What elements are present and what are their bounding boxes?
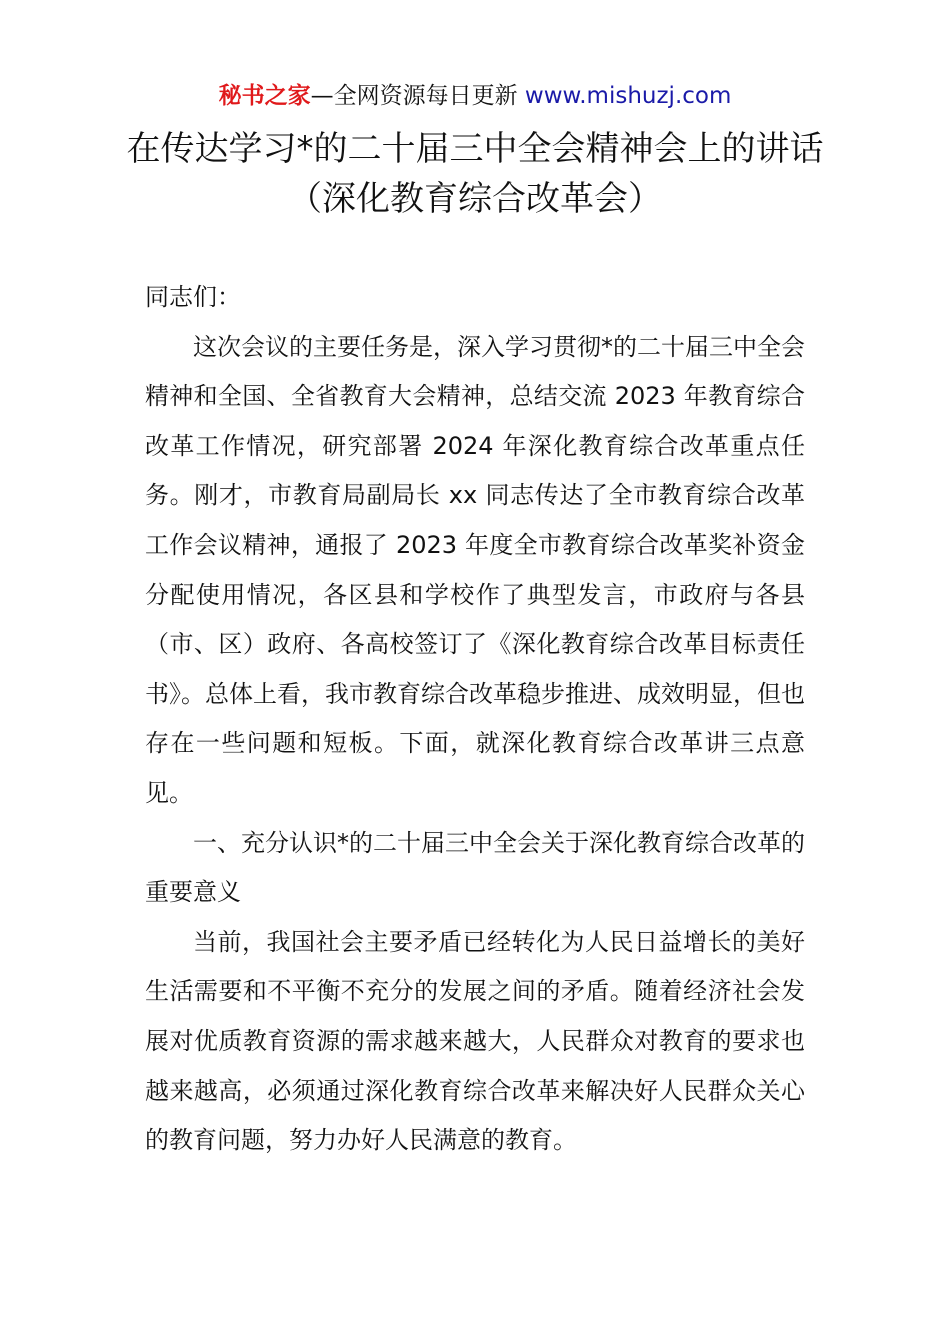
site-tagline: —全网资源每日更新 <box>310 83 525 109</box>
paragraph: 这次会议的主要任务是，深入学习贯彻*的二十届三中全会精神和全国、全省教育大会精神，总结交流 2023 年教育综合改革工作情况，研究部署 2024 年深化教育综合改革重点任务。刚才，市教育局副局长 xx 同志传达了全市教育综合改革工作会议精神，通报了 2023 年度全市教育综合改革奖补资金分配使用情况，各区县和学校作了典型发言，市政府与各县（市、区）政府、各高校签订了《深化教育综合改革目标责任书》。总体上看，我市教育综合改革稳步推进、成效明显，但也存在一些问题和短板。下面，就深化教育综合改革讲三点意见。 <box>145 332 805 807</box>
site-url-link[interactable]: www.mishuzj.com <box>524 83 732 109</box>
paragraph: 当前，我国社会主要矛盾已经转化为人民日益增长的美好生活需要和不平衡不充分的发展之间的矛盾。随着经济社会发展对优质教育资源的需求越来越大，人民群众对教育的要求也越来越高，必须通过深化教育综合改革来解决好人民群众关心的教育问题，努力办好人民满意的教育。 <box>145 927 805 1155</box>
section-heading: 一、充分认识*的二十届三中全会关于深化教育综合改革的重要意义 <box>145 828 805 907</box>
site-brand: 秘书之家 <box>218 83 311 109</box>
document-body <box>145 273 805 1166</box>
salutation: 同志们： <box>145 283 241 311</box>
document-title: 在传达学习*的二十届三中全会精神会上的讲话（深化教育综合改革会） <box>126 129 824 219</box>
site-header <box>0 80 950 112</box>
